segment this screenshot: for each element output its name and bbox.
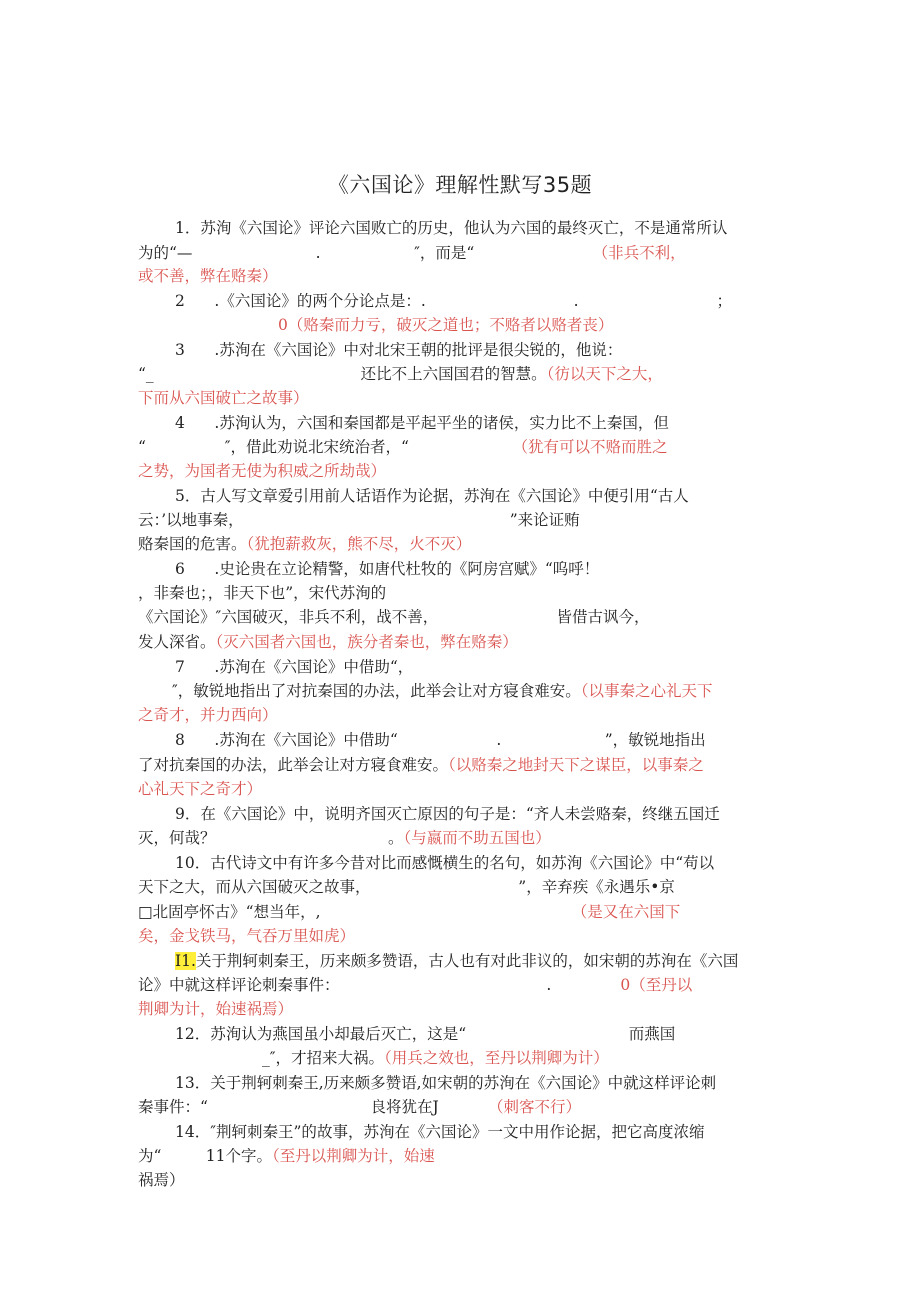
text-line [138, 461, 386, 481]
question-text: 论》中就这样评论刺秦事件： . [138, 976, 621, 994]
question-text: 1．苏洵《六国论》评论六国败亡的历史，他认为六国的最终灭亡，不是通常所认 [175, 219, 728, 237]
text-line [175, 1024, 675, 1044]
text-line [138, 877, 675, 897]
question-text: “_ 还比不上六国国君的智慧。 [138, 365, 547, 383]
question-text: 8 .苏洵在《六国论》中借助“ . ”，敏锐地指出 [175, 731, 706, 749]
question-text: 秦事件：“ 良将犹在J [138, 1098, 488, 1116]
answer-text: 下而从六国破亡之故事） [138, 389, 309, 407]
answer-text: 荆卿为计，始速祸焉） [138, 1000, 294, 1018]
text-line [175, 853, 714, 873]
document-title: 《六国论》理解性默写35题 [327, 173, 593, 198]
answer-text: （彷以天下之大， [546, 365, 663, 383]
question-text: 12．苏洵认为燕国虽小却最后灭亡，这是“ 而燕国 [175, 1025, 676, 1043]
question-text: ，非秦也；，非天下也”，宋代苏洵的 [138, 584, 387, 602]
text-line [138, 705, 278, 725]
question-text: 为的“— . ″，而是“ [138, 244, 593, 262]
question-text: 天下之大，而从六国破灭之故事， ”，辛弃疾《永遇乐•京 [138, 878, 675, 896]
text-line [175, 218, 727, 238]
answer-text: （用兵之效也，至丹以荆卿为计） [384, 1049, 609, 1067]
question-text: ″，敏锐地指出了对抗秦国的办法，此举会让对方寝食难安。 [172, 682, 581, 700]
text-line [138, 1170, 185, 1190]
question-text: 10．古代诗文中有许多今昔对比而感慨横生的名句，如苏洵《六国论》中“苟以 [175, 854, 715, 872]
text-line [175, 486, 689, 506]
question-text: “ ″，借此劝说北宋统治者，“ [138, 438, 513, 456]
text-line [138, 243, 686, 263]
text-line [138, 583, 386, 603]
question-text: 13．关于荆轲刺秦王,历来颇多赞语,如宋朝的苏洵在《六国论》中就这样评论刺 [175, 1074, 717, 1092]
text-line [138, 534, 471, 554]
answer-text: 心礼天下之奇才） [138, 780, 263, 798]
text-line [138, 755, 704, 775]
question-text: 6 .史论贵在立论精警，如唐代杜牧的《阿房宫赋》“呜呼！ [175, 560, 600, 578]
text-line [138, 828, 551, 848]
text-line [175, 291, 732, 311]
text-line [262, 1048, 609, 1068]
answer-text: （至丹以 [630, 976, 693, 994]
answer-text: 或不善，弊在赂秦） [138, 267, 278, 285]
answer-text: （是又在六国下 [571, 903, 681, 921]
answer-text: （非兵不利， [592, 244, 686, 262]
question-text: 关于荆轲刺秦王，历来颇多赞语，古人也有对此非议的，如宋朝的苏洵在《六国 [195, 952, 739, 970]
text-line [175, 1122, 704, 1142]
answer-text: （以赂秦之地封天下之谋臣，以事秦之 [448, 756, 704, 774]
question-text: 9．在《六国论》中，说明齐国灭亡原因的句子是：“齐人未尝赂秦，终继五国迁 [175, 805, 720, 823]
question-text: 《六国论》″六国破灭，非兵不利，战不善， 皆借古讽今， [138, 608, 650, 626]
text-line [175, 340, 622, 360]
answer-text: 矣，金戈铁马，气吞万里如虎） [138, 927, 356, 945]
question-text: 了对抗秦国的办法，此举会让对方寝食难安。 [138, 756, 449, 774]
answer-text: （刺客不行） [488, 1098, 582, 1116]
answer-text: （赂秦而力亏，破灭之道也；不赂者以赂者丧） [287, 316, 614, 334]
answer-text: （以事秦之心礼天下 [580, 682, 713, 700]
text-line [138, 975, 692, 995]
question-text: 4 .苏洵认为，六国和秦国都是平起平坐的诸侯，实力比不上秦国，但 [175, 414, 669, 432]
question-text: 14．″荆轲刺秦王”的故事，苏洵在《六国论》一文中用作论据，把它高度浓缩 [175, 1123, 705, 1141]
question-text: 灭，何哉？ 。 [138, 829, 404, 847]
text-line [175, 951, 738, 971]
text-line [138, 1146, 435, 1166]
text-line [138, 510, 580, 530]
text-line [138, 607, 650, 627]
answer-text: 0 [278, 316, 288, 334]
text-line [138, 1097, 581, 1117]
text-line [175, 730, 706, 750]
answer-text: （与嬴而不助五国也） [403, 829, 551, 847]
highlighted-number: I1. [175, 952, 196, 970]
text-line [138, 437, 667, 457]
text-line [175, 804, 720, 824]
question-text: 2 .《六国论》的两个分论点是：. . ； [175, 292, 732, 310]
answer-text: （灭六国者六国也，族分者秦也，弊在赂秦） [215, 633, 518, 651]
answer-text: 之奇才，并力西向） [138, 706, 278, 724]
question-text: 3 .苏洵在《六国论》中对北宋王朝的批评是很尖锐的，他说： [175, 341, 623, 359]
question-text: 5．古人写文章爱引用前人话语作为论据，苏洵在《六国论》中便引用“古人 [175, 487, 689, 505]
text-line [138, 266, 278, 286]
text-line [175, 1073, 716, 1093]
text-line [175, 657, 413, 677]
text-line [138, 779, 262, 799]
text-line [138, 364, 663, 384]
question-text: 云：’以地事秦， ”来论证贿 [138, 511, 580, 529]
question-text: 发人深省。 [138, 633, 216, 651]
question-text: _″，才招来大祸。 [262, 1049, 385, 1067]
question-text: □北固亭怀古》“想当年，, [138, 903, 572, 921]
text-line [138, 388, 309, 408]
answer-text: （犹抱薪救灰，熊不尽，火不灭） [246, 535, 472, 553]
text-line [138, 926, 355, 946]
text-line [278, 315, 613, 335]
text-line [138, 999, 293, 1019]
text-line [175, 559, 599, 579]
question-text: 7 .苏洵在《六国论》中借助“， [175, 658, 414, 676]
text-line [172, 681, 713, 701]
text-line [175, 413, 669, 433]
answer-text: （至丹以荆卿为计，始速 [272, 1147, 435, 1165]
answer-text: 0 [620, 976, 631, 994]
answer-text: （犹有可以不赂而胜之 [512, 438, 668, 456]
question-text: 祸焉） [138, 1171, 185, 1189]
answer-text: 之势，为国者无使为积威之所劫哉） [138, 462, 387, 480]
question-text: 赂秦国的危害。 [138, 535, 247, 553]
question-text: 为“ 11个字。 [138, 1147, 272, 1165]
text-line [138, 632, 518, 652]
text-line [138, 902, 680, 922]
